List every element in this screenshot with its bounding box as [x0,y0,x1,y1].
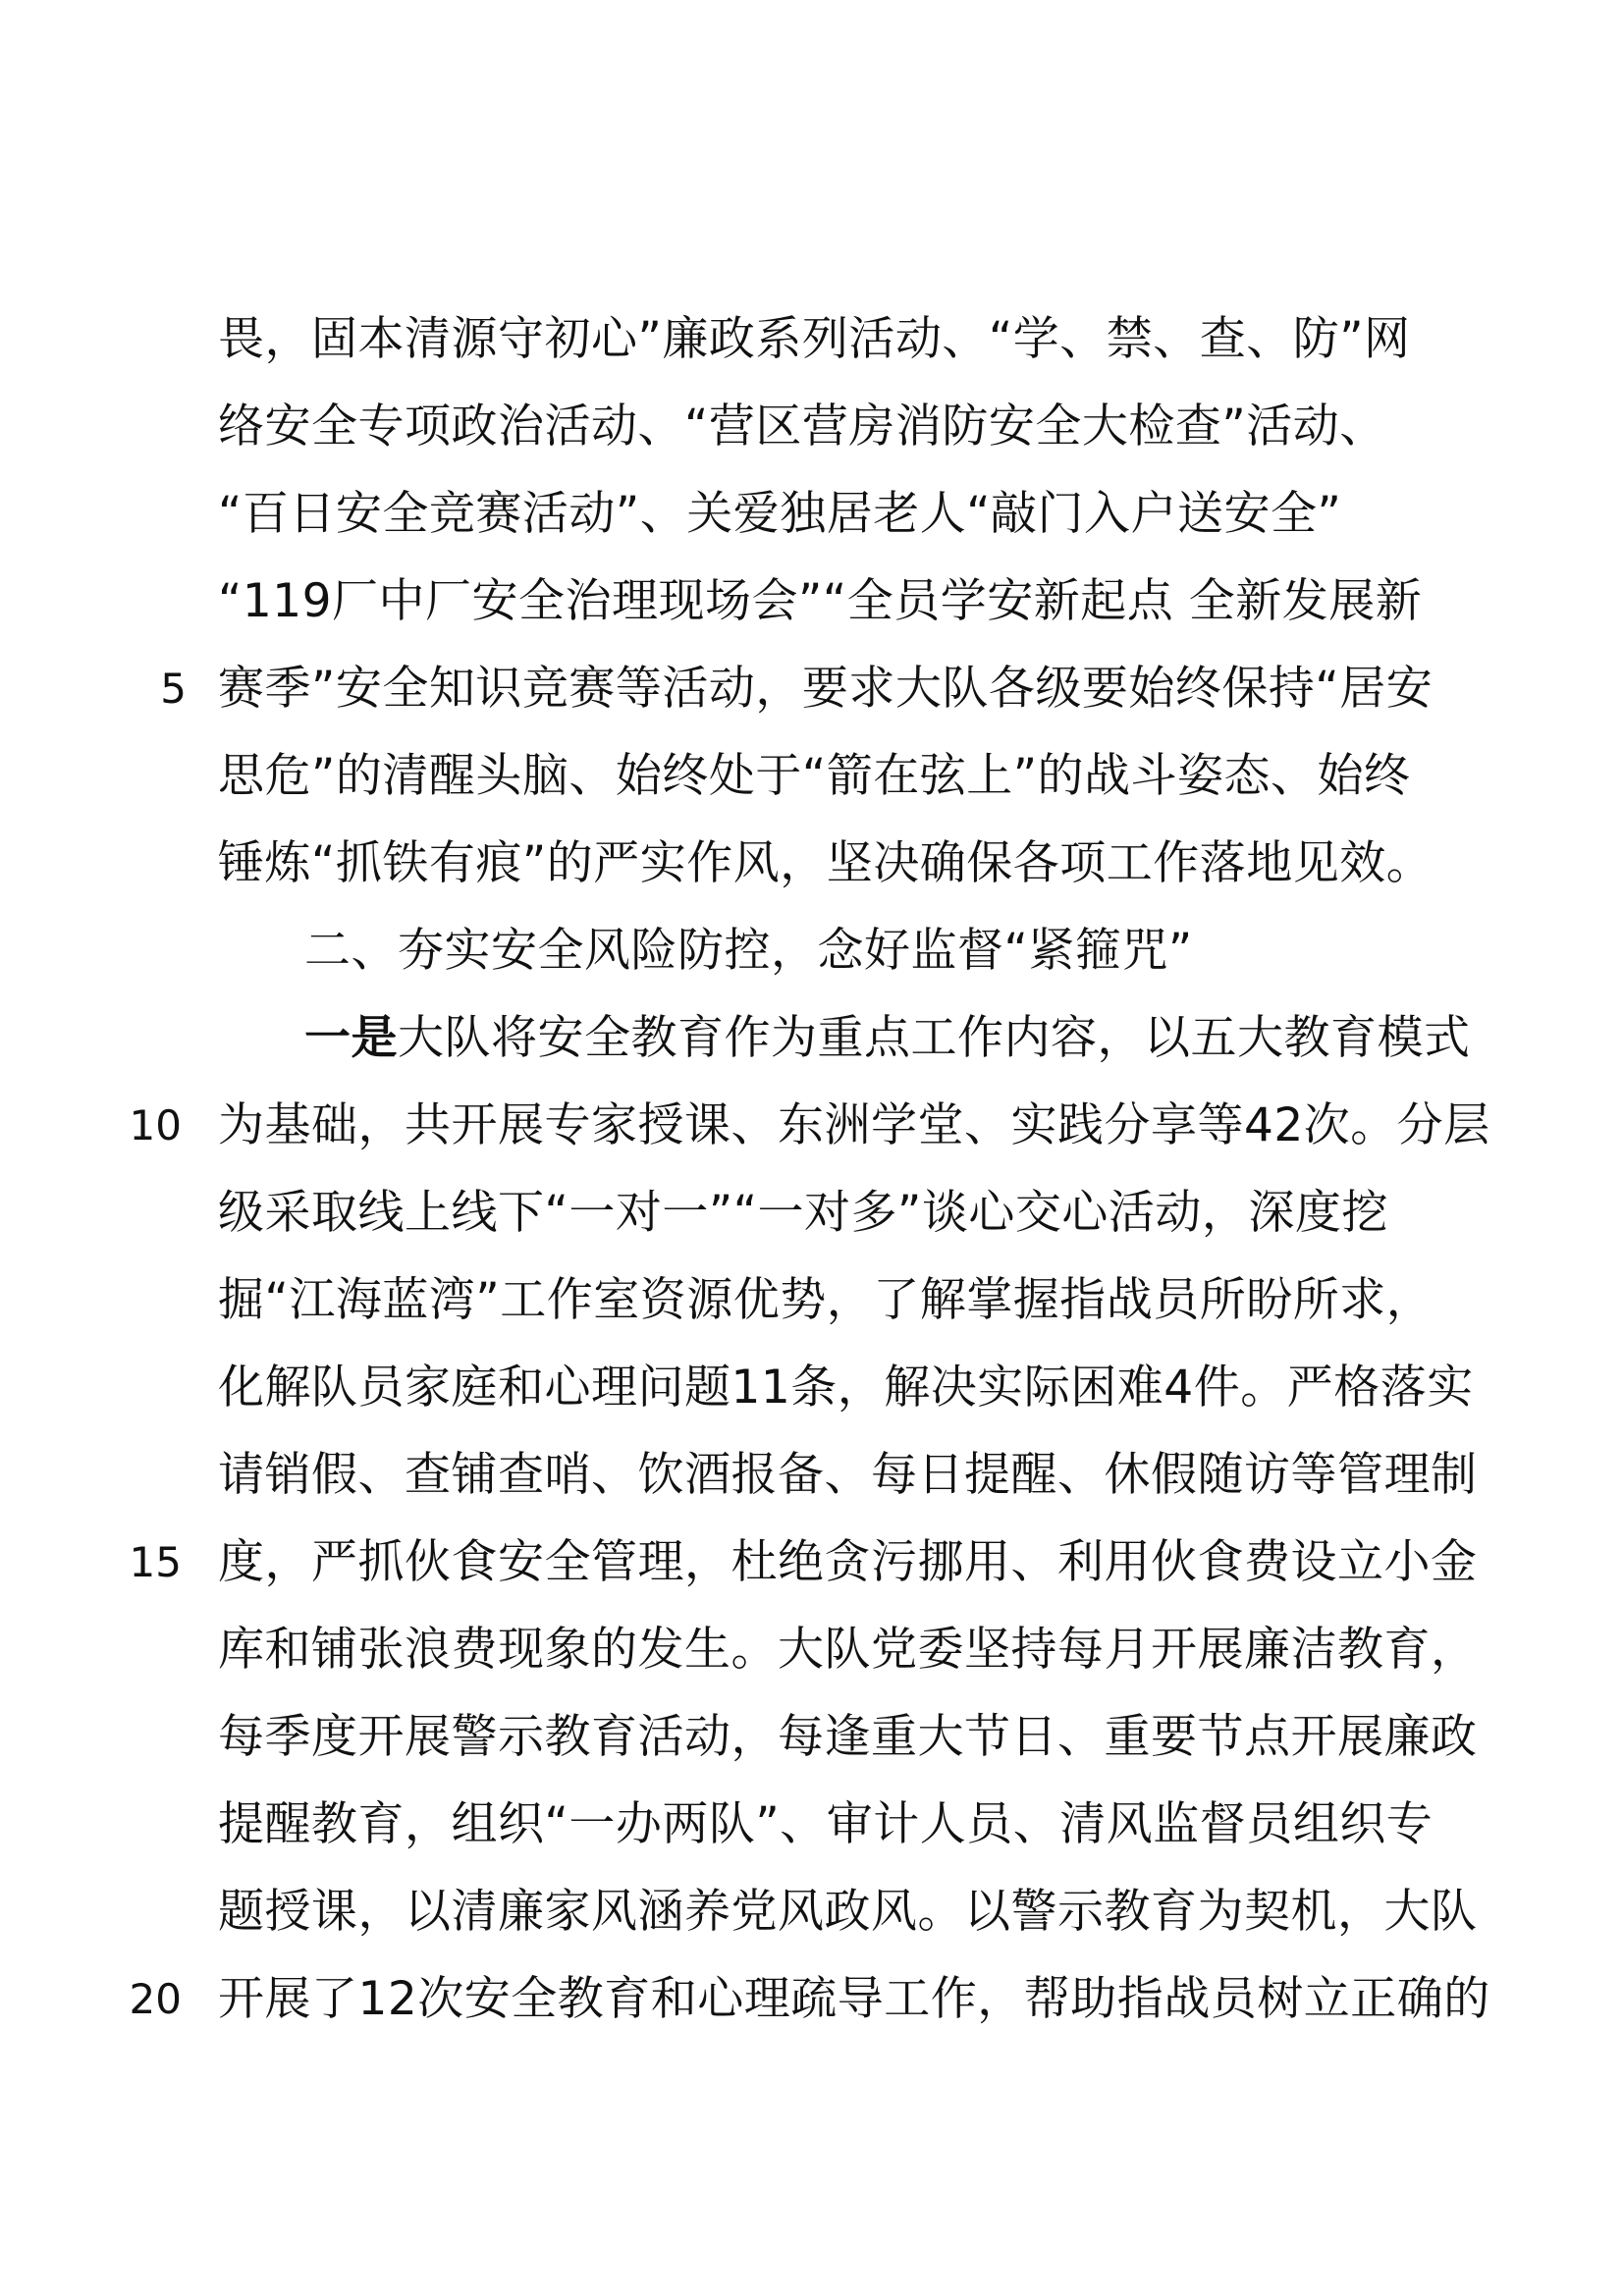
text-line-5: 赛季”安全知识竞赛等活动，要求大队各级要始终保持“居安 [218,662,1434,716]
text-line-17: 每季度开展警示教育活动，每逢重大节日、重要节点开展廉政 [218,1710,1478,1764]
text-line-18: 提醒教育，组织“一办两队”、审计人员、清风监督员组织专 [218,1797,1434,1851]
text-line-20: 开展了12次安全教育和心理疏导工作，帮助指战员树立正确的 [218,1972,1490,2026]
line-number-5: 5 [160,665,187,713]
section-heading: 二、夯实安全风险防控，念好监督“紧箍咒” [304,924,1193,978]
line-number-15: 15 [129,1538,182,1586]
text-line-12: 掘“江海蓝湾”工作室资源优势，了解掌握指战员所盼所求， [218,1273,1434,1327]
text-line-19: 题授课，以清廉家风涵养党风政风。以警示教育为契机，大队 [218,1885,1478,1939]
text-line-2: 络安全专项政治活动、“营区营房消防安全大检查”活动、 [218,400,1386,454]
text-line-4: “119厂中厂安全治理现场会”“全员学安新起点 全新发展新 [218,574,1423,628]
text-line-13: 化解队员家庭和心理问题11条，解决实际困难4件。严格落实 [218,1361,1474,1415]
line-number-20: 20 [129,1975,182,2023]
text-line-9-body: 大队将安全教育作为重点工作内容，以五大教育模式 [398,1011,1471,1065]
line-number-10: 10 [129,1101,182,1149]
text-line-6: 思危”的清醒头脑、始终处于“箭在弦上”的战斗姿态、始终 [218,749,1411,803]
text-line-16: 库和铺张浪费现象的发生。大队党委坚持每月开展廉洁教育， [218,1623,1478,1677]
bold-lead: 一是 [304,1011,398,1065]
text-line-15: 度，严抓伙食安全管理，杜绝贪污挪用、利用伙食费设立小金 [218,1535,1478,1589]
text-line-9 [304,994,1522,1083]
text-line-7: 锤炼“抓铁有痕”的严实作风，坚决确保各项工作落地见效。 [218,836,1434,890]
text-line-11: 级采取线上线下“一对一”“一对多”谈心交心活动，深度挖 [218,1186,1388,1240]
text-line-1: 畏，固本清源守初心”廉政系列活动、“学、禁、查、防”网 [218,312,1411,366]
text-line-10: 为基础，共开展专家授课、东洲学堂、实践分享等42次。分层 [218,1098,1490,1152]
text-line-3: “百日安全竞赛活动”、关爱独居老人“敲门入户送安全” [218,487,1342,541]
text-line-14: 请销假、查铺查哨、饮酒报备、每日提醒、休假随访等管理制 [218,1448,1478,1502]
